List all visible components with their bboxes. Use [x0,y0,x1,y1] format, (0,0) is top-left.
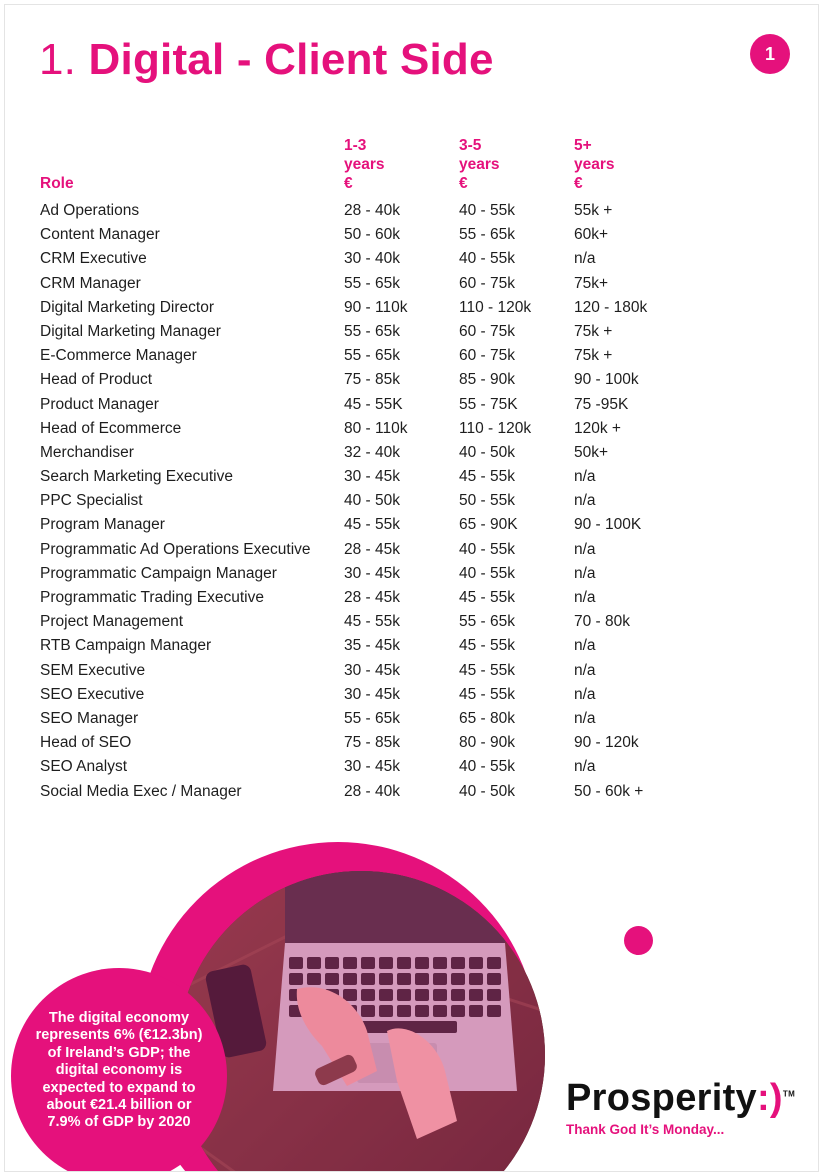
header-3-5-years [459,136,500,193]
years-1-3-cell: 28 - 40k [344,782,401,800]
years-3-5-cell: 85 - 90k [459,371,516,389]
role-cell: SEM Executive [40,661,146,679]
decorative-pink-dot [624,926,653,955]
years-1-3-cell: 55 - 65k [344,347,401,365]
years-5-plus-cell: n/a [574,250,596,268]
years-3-5-cell: 45 - 55k [459,468,516,486]
years-1-3-cell: 50 - 60k [344,226,401,244]
role-cell: Digital Marketing Director [40,298,214,316]
years-3-5-cell: 55 - 75K [459,395,518,413]
years-3-5-cell: 40 - 55k [459,564,516,582]
years-5-plus-cell: 120 - 180k [574,298,648,316]
page-title [39,35,494,85]
role-cell: SEO Manager [40,709,139,727]
years-3-5-cell: 60 - 75k [459,274,516,292]
years-1-3-cell: 45 - 55k [344,613,401,631]
years-3-5-cell: 110 - 120k [459,298,532,316]
role-cell: Head of SEO [40,734,132,752]
brand-wordmark: Prosperity [566,1077,757,1119]
role-cell: Program Manager [40,516,165,534]
years-1-3-cell: 75 - 85k [344,734,401,752]
years-1-3-cell: 55 - 65k [344,274,401,292]
years-3-5-cell: 40 - 55k [459,758,516,776]
role-cell: Programmatic Trading Executive [40,589,264,606]
years-1-3-cell: 30 - 45k [344,661,401,679]
header-5-plus-years-label: 5+ years [574,137,615,173]
years-1-3-cell: 40 - 50k [344,492,401,510]
years-5-plus-cell: n/a [574,637,596,655]
years-3-5-cell: 40 - 50k [459,443,516,461]
role-cell: PPC Specialist [40,492,143,510]
years-3-5-cell: 40 - 55k [459,202,516,219]
role-cell: SEO Executive [40,685,145,703]
role-cell: Programmatic Campaign Manager [40,564,277,582]
years-1-3-cell: 28 - 40k [344,202,401,219]
header-1-3-years [344,136,385,193]
years-5-plus-cell: n/a [574,589,596,606]
years-1-3-cell: 28 - 45k [344,540,401,558]
years-1-3-cell: 30 - 45k [344,685,401,703]
role-cell: SEO Analyst [40,758,128,776]
years-3-5-cell: 80 - 90k [459,734,516,752]
years-3-5-cell: 45 - 55k [459,685,516,703]
years-5-plus-cell: 50k+ [574,443,609,461]
role-cell: CRM Executive [40,250,147,268]
years-5-plus-cell: 90 - 100K [574,516,642,534]
years-3-5-cell: 45 - 55k [459,637,516,655]
years-5-plus-cell: n/a [574,661,596,679]
years-1-3-cell: 35 - 45k [344,637,401,655]
role-cell: Search Marketing Executive [40,468,233,486]
years-1-3-cell: 45 - 55k [344,516,401,534]
role-cell: Product Manager [40,395,159,413]
years-3-5-cell: 45 - 55k [459,589,516,606]
page-number-badge: 1 [750,34,790,74]
years-3-5-cell: 60 - 75k [459,322,516,340]
role-cell: CRM Manager [40,274,141,292]
years-1-3-cell: 32 - 40k [344,443,401,461]
years-1-3-cell: 30 - 45k [344,758,401,776]
section-number: 1. [39,35,77,84]
years-3-5-cell: 55 - 65k [459,613,516,631]
years-5-plus-cell: 90 - 120k [574,734,639,752]
years-5-plus-cell: n/a [574,468,596,486]
years-3-5-cell: 45 - 55k [459,661,516,679]
years-3-5-cell: 60 - 75k [459,347,516,365]
years-5-plus-cell: n/a [574,709,596,727]
years-5-plus-cell: 120k + [574,419,621,437]
role-cell: Social Media Exec / Manager [40,782,242,800]
years-1-3-cell: 28 - 45k [344,589,401,606]
role-cell: Content Manager [40,226,160,244]
years-3-5-cell: 65 - 80k [459,709,516,727]
years-5-plus-cell: n/a [574,758,596,776]
years-3-5-cell: 55 - 65k [459,226,516,244]
years-3-5-cell: 65 - 90K [459,516,518,534]
role-cell: E-Commerce Manager [40,347,197,365]
years-1-3-cell: 55 - 65k [344,709,401,727]
years-5-plus-cell: 60k+ [574,226,609,244]
header-1-3-years-currency: € [344,175,353,192]
role-cell: Digital Marketing Manager [40,322,221,340]
header-3-5-years-currency: € [459,175,468,192]
years-5-plus-cell: 75k + [574,347,613,365]
header-1-3-years-label: 1-3 years [344,137,385,173]
years-1-3-cell: 90 - 110k [344,298,408,316]
role-cell: Head of Product [40,371,153,389]
years-5-plus-cell: 90 - 100k [574,371,639,389]
role-cell: Merchandiser [40,443,134,461]
role-cell: Ad Operations [40,202,140,219]
brand-name [566,1077,795,1120]
years-5-plus-cell: 75k+ [574,274,609,292]
years-5-plus-cell: 55k + [574,202,613,219]
role-cell: RTB Campaign Manager [40,637,212,655]
years-3-5-cell: 110 - 120k [459,419,532,437]
header-3-5-years-label: 3-5 years [459,137,500,173]
brand-tagline: Thank God It’s Monday... [566,1122,725,1137]
header-role: Role [40,175,74,192]
role-cell: Head of Ecommerce [40,419,182,437]
years-5-plus-cell: n/a [574,564,596,582]
page [4,4,819,1172]
header-5-plus-years-currency: € [574,175,583,192]
years-1-3-cell: 30 - 40k [344,250,401,268]
header-5-plus-years [574,136,615,193]
years-3-5-cell: 40 - 55k [459,540,516,558]
years-5-plus-cell: 70 - 80k [574,613,631,631]
years-5-plus-cell: n/a [574,492,596,510]
brand-logo [566,1077,795,1137]
role-cell: Programmatic Ad Operations Executive [40,540,311,558]
years-3-5-cell: 40 - 50k [459,782,516,800]
years-1-3-cell: 75 - 85k [344,371,401,389]
years-1-3-cell: 55 - 65k [344,322,401,340]
years-5-plus-cell: 50 - 60k + [574,782,644,800]
smile-icon: :) [756,1077,783,1119]
digital-economy-callout [11,968,227,1172]
section-title: Digital - Client Side [88,35,494,84]
years-3-5-cell: 40 - 55k [459,250,516,268]
role-cell: Project Management [40,613,184,631]
trademark-mark: TM [782,1089,796,1099]
years-5-plus-cell: 75 -95K [574,395,629,413]
years-1-3-cell: 80 - 110k [344,419,408,437]
years-5-plus-cell: n/a [574,540,596,558]
callout-text: The digital economy represents 6% (€12.3bn) of Ireland’s GDP; the digital economy is expected to expand to about €21.4 billion or 7.9% of GDP by 2020 [35,1010,203,1131]
years-1-3-cell: 30 - 45k [344,468,401,486]
years-1-3-cell: 30 - 45k [344,564,401,582]
years-1-3-cell: 45 - 55K [344,395,403,413]
years-5-plus-cell: 75k + [574,322,613,340]
years-5-plus-cell: n/a [574,685,596,703]
years-3-5-cell: 50 - 55k [459,492,516,510]
